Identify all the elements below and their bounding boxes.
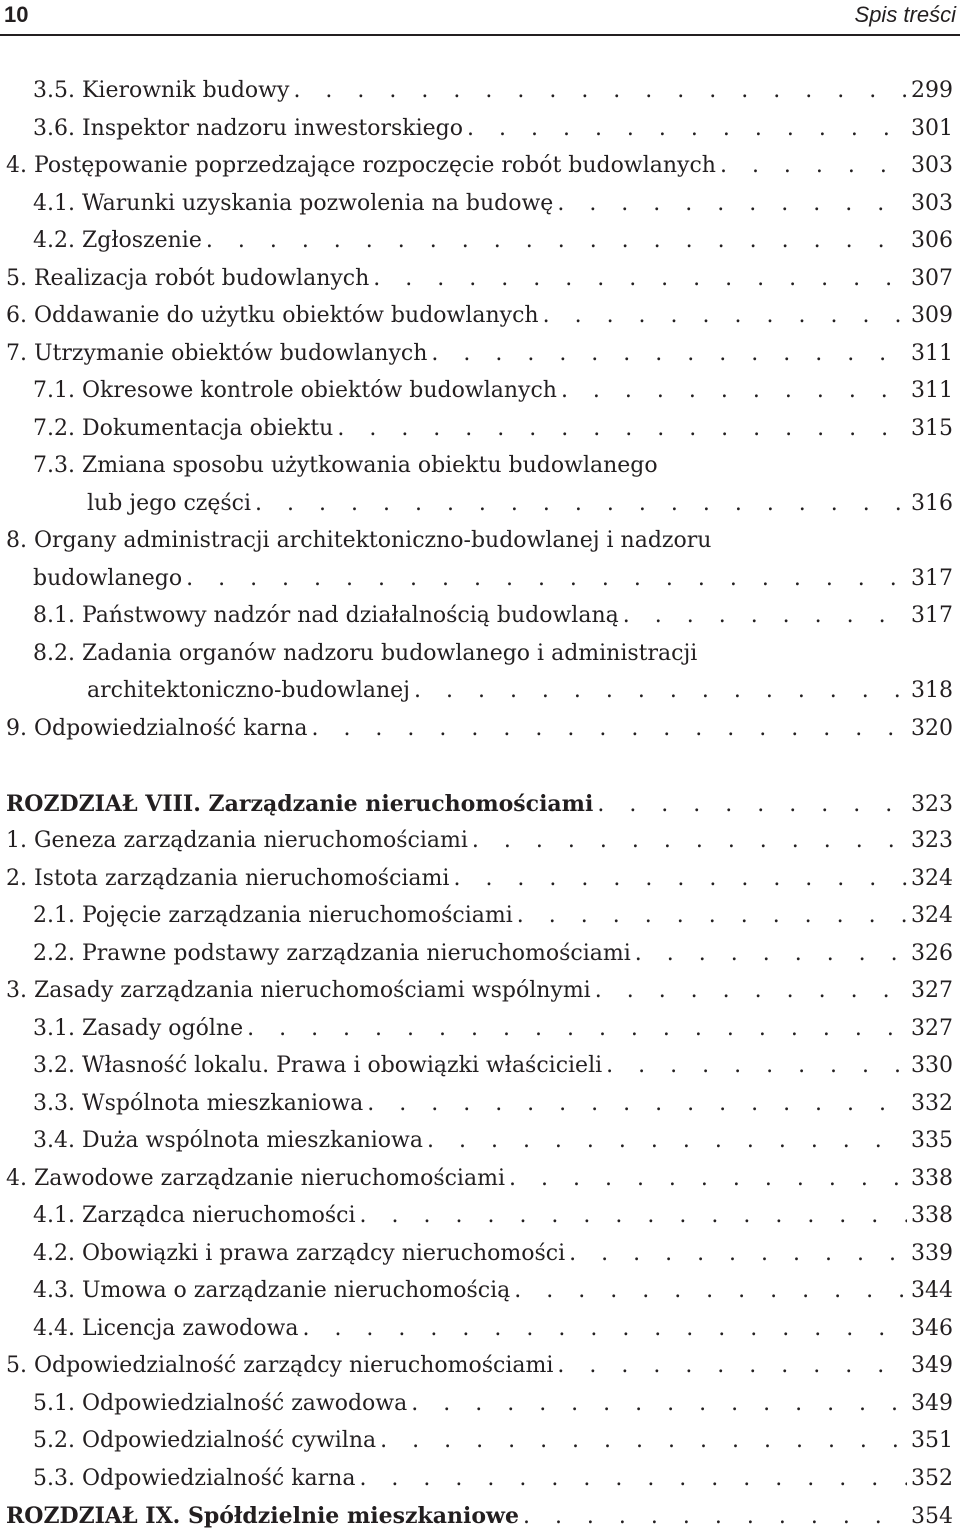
dot-leader <box>302 1312 907 1346</box>
toc-entry[interactable] <box>33 937 953 971</box>
dot-leader <box>337 412 907 446</box>
toc-entry-page: 335 <box>911 1128 953 1153</box>
toc-entry-title: 3. Zasady zarządzania nieruchomościami wspólnymi <box>6 978 591 1003</box>
toc-entry-title: 4.1. Warunki uzyskania pozwolenia na budowę <box>33 191 554 216</box>
toc-entry-title: 3.6. Inspektor nadzoru inwestorskiego <box>33 116 463 141</box>
dot-leader <box>720 149 907 183</box>
dot-leader <box>635 937 907 971</box>
toc-entry-title: 2.2. Prawne podstawy zarządzania nieruchomościami <box>33 941 631 966</box>
toc-entry-title: 5.2. Odpowiedzialność cywilna <box>33 1428 377 1453</box>
toc-entry[interactable] <box>33 1237 953 1271</box>
dot-leader <box>606 1049 907 1083</box>
toc-entry-page: 327 <box>911 978 953 1003</box>
toc-entry-title: 8.2. Zadania organów nadzoru budowlanego i administracji <box>33 641 698 666</box>
toc-entry-title: 5. Realizacja robót budowlanych <box>6 266 370 291</box>
toc-entry-page: 318 <box>911 678 953 703</box>
toc-entry-page: 307 <box>911 266 953 291</box>
toc-entry-title: 7.2. Dokumentacja obiektu <box>33 416 334 441</box>
dot-leader <box>523 1500 907 1534</box>
dot-leader <box>311 712 907 746</box>
toc-entry[interactable] <box>6 1162 953 1196</box>
toc-entry-title: 4. Postępowanie poprzedzające rozpoczęcie robót budowlanych <box>6 153 716 178</box>
toc-entry[interactable] <box>33 1199 953 1233</box>
toc-entry-title: 3.3. Wspólnota mieszkaniowa <box>33 1091 364 1116</box>
dot-leader <box>597 788 907 822</box>
toc-entry-title: 4.1. Zarządca nieruchomości <box>33 1203 356 1228</box>
dot-leader <box>414 674 907 708</box>
toc-entry[interactable] <box>6 974 953 1008</box>
toc-entry-page: 327 <box>911 1016 953 1041</box>
toc-entry[interactable] <box>33 1387 953 1421</box>
dot-leader <box>517 899 907 933</box>
toc-entry-continuation[interactable] <box>33 562 953 596</box>
toc-entry[interactable] <box>33 374 953 408</box>
toc-entry[interactable] <box>6 824 953 858</box>
dot-leader <box>359 1462 907 1496</box>
toc-entry-page: 338 <box>911 1203 953 1228</box>
toc-entry-title: 7.1. Okresowe kontrole obiektów budowlanych <box>33 378 557 403</box>
page-number: 10 <box>4 2 29 27</box>
toc-entry-page: 311 <box>911 341 953 366</box>
dot-leader <box>509 1162 907 1196</box>
toc-entry-page: 339 <box>911 1241 953 1266</box>
toc-entry-page: 326 <box>911 941 953 966</box>
toc-entry-title: 5.3. Odpowiedzialność karna <box>33 1466 356 1491</box>
toc-entry[interactable] <box>33 224 953 258</box>
toc-entry-title: 4.4. Licencja zawodowa <box>33 1316 299 1341</box>
toc-entry[interactable] <box>33 599 953 633</box>
toc-entry-page: 351 <box>911 1428 953 1453</box>
toc-entry-page: 338 <box>911 1166 953 1191</box>
toc-entry-page: 323 <box>911 792 953 817</box>
toc-entry[interactable] <box>33 1462 953 1496</box>
toc-entry-page: 301 <box>911 116 953 141</box>
toc-entry-title: 5.1. Odpowiedzialność zawodowa <box>33 1391 408 1416</box>
toc-entry-page: 320 <box>911 716 953 741</box>
dot-leader <box>623 599 907 633</box>
toc-entry-page: 309 <box>911 303 953 328</box>
toc-entry[interactable] <box>33 112 953 146</box>
dot-leader <box>247 1012 907 1046</box>
toc-entry-title: 9. Odpowiedzialność karna <box>6 716 308 741</box>
toc-entry-title: 2.1. Pojęcie zarządzania nieruchomościami <box>33 903 513 928</box>
toc-entry[interactable] <box>33 1274 953 1308</box>
toc-entry-page: 346 <box>911 1316 953 1341</box>
toc-entry-title: 6. Oddawanie do użytku obiektów budowlanych <box>6 303 539 328</box>
toc-entry-first-line[interactable] <box>33 449 953 483</box>
toc-entry-page: 354 <box>911 1504 953 1529</box>
toc-entry-title: 3.5. Kierownik budowy <box>33 78 290 103</box>
toc-entry[interactable] <box>33 1087 953 1121</box>
toc-entry-title: 8. Organy administracji architektoniczno-budowlanej i nadzoru <box>6 528 712 553</box>
toc-entry[interactable] <box>33 1124 953 1158</box>
toc-entry[interactable] <box>6 262 953 296</box>
toc-entry-page: 352 <box>911 1466 953 1491</box>
toc-entry[interactable] <box>33 899 953 933</box>
toc-entry-page: 317 <box>911 566 953 591</box>
toc-entry[interactable] <box>33 1424 953 1458</box>
dot-leader <box>380 1424 907 1458</box>
dot-leader <box>255 487 907 521</box>
toc-entry-title: 3.4. Duża wspólnota mieszkaniowa <box>33 1128 423 1153</box>
toc-entry[interactable] <box>33 1012 953 1046</box>
dot-leader <box>557 187 907 221</box>
toc-entry-page: 315 <box>911 416 953 441</box>
toc-entry[interactable] <box>33 1312 953 1346</box>
toc-entry-page: 344 <box>911 1278 953 1303</box>
toc-entry[interactable] <box>6 1349 953 1383</box>
toc-entry-page: 332 <box>911 1091 953 1116</box>
dot-leader <box>367 1087 907 1121</box>
toc-entry-title: 4.2. Zgłoszenie <box>33 228 202 253</box>
dot-leader <box>453 862 907 896</box>
toc-entry[interactable] <box>33 187 953 221</box>
toc-entry-title: lub jego części <box>87 491 252 516</box>
toc-entry[interactable] <box>6 862 953 896</box>
toc-entry-page: 324 <box>911 903 953 928</box>
toc-entry[interactable] <box>33 1049 953 1083</box>
toc-entry[interactable] <box>6 299 953 333</box>
toc-entry[interactable] <box>33 74 953 108</box>
toc-entry-title: ROZDZIAŁ IX. Spółdzielnie mieszkaniowe <box>6 1503 519 1529</box>
dot-leader <box>360 1199 907 1233</box>
toc-entry-first-line[interactable] <box>33 637 953 671</box>
toc-entry-title: budowlanego <box>33 566 183 591</box>
toc-entry-title: 8.1. Państwowy nadzór nad działalnością budowlaną <box>33 603 619 628</box>
toc-entry-page: 299 <box>911 78 953 103</box>
dot-leader <box>431 337 907 371</box>
toc-entry[interactable] <box>33 412 953 446</box>
toc-entry[interactable] <box>6 337 953 371</box>
toc-entry-first-line[interactable] <box>6 524 953 558</box>
toc-entry-title: 7.3. Zmiana sposobu użytkowania obiektu budowlanego <box>33 453 658 478</box>
toc-entry-title: 4.2. Obowiązki i prawa zarządcy nieruchomości <box>33 1241 566 1266</box>
toc-entry-continuation[interactable] <box>87 487 953 521</box>
toc-chapter-heading[interactable] <box>6 787 953 821</box>
toc-entry-page: 349 <box>911 1353 953 1378</box>
dot-leader <box>186 562 907 596</box>
dot-leader <box>467 112 907 146</box>
toc-entry-title: 5. Odpowiedzialność zarządcy nieruchomościami <box>6 1353 554 1378</box>
toc-entry-page: 323 <box>911 828 953 853</box>
toc-entry-page: 349 <box>911 1391 953 1416</box>
toc-entry-page: 317 <box>911 603 953 628</box>
toc-entry-page: 316 <box>911 491 953 516</box>
toc-entry[interactable] <box>6 712 953 746</box>
toc-entry-page: 306 <box>911 228 953 253</box>
toc-entry-title: 3.1. Zasady ogólne <box>33 1016 244 1041</box>
dot-leader <box>514 1274 907 1308</box>
toc-entry-title: 4.3. Umowa o zarządzanie nieruchomością <box>33 1278 511 1303</box>
toc-entry-title: 2. Istota zarządzania nieruchomościami <box>6 866 450 891</box>
dot-leader <box>472 824 907 858</box>
toc-entry-continuation[interactable] <box>87 674 953 708</box>
dot-leader <box>595 974 907 1008</box>
toc-entry-title: 4. Zawodowe zarządzanie nieruchomościami <box>6 1166 505 1191</box>
toc-entry-page: 330 <box>911 1053 953 1078</box>
toc-entry-page: 303 <box>911 153 953 178</box>
toc-chapter-heading[interactable] <box>6 1499 953 1533</box>
toc-entry[interactable] <box>6 149 953 183</box>
toc-entry-title: ROZDZIAŁ VIII. Zarządzanie nieruchomościami <box>6 791 594 817</box>
dot-leader <box>569 1237 907 1271</box>
toc-entry-title: 3.2. Własność lokalu. Prawa i obowiązki właścicieli <box>33 1053 603 1078</box>
toc-entry-title: architektoniczno-budowlanej <box>87 678 410 703</box>
toc-entry-page: 324 <box>911 866 953 891</box>
dot-leader <box>561 374 907 408</box>
dot-leader <box>557 1349 907 1383</box>
toc-entry-title: 1. Geneza zarządzania nieruchomościami <box>6 828 468 853</box>
dot-leader <box>206 224 907 258</box>
toc-entry-page: 303 <box>911 191 953 216</box>
toc-entry-title: 7. Utrzymanie obiektów budowlanych <box>6 341 428 366</box>
dot-leader <box>293 74 907 108</box>
dot-leader <box>427 1124 907 1158</box>
running-title: Spis treści <box>854 2 956 27</box>
dot-leader <box>373 262 907 296</box>
dot-leader <box>411 1387 907 1421</box>
dot-leader <box>543 299 907 333</box>
toc-entry-page: 311 <box>911 378 953 403</box>
